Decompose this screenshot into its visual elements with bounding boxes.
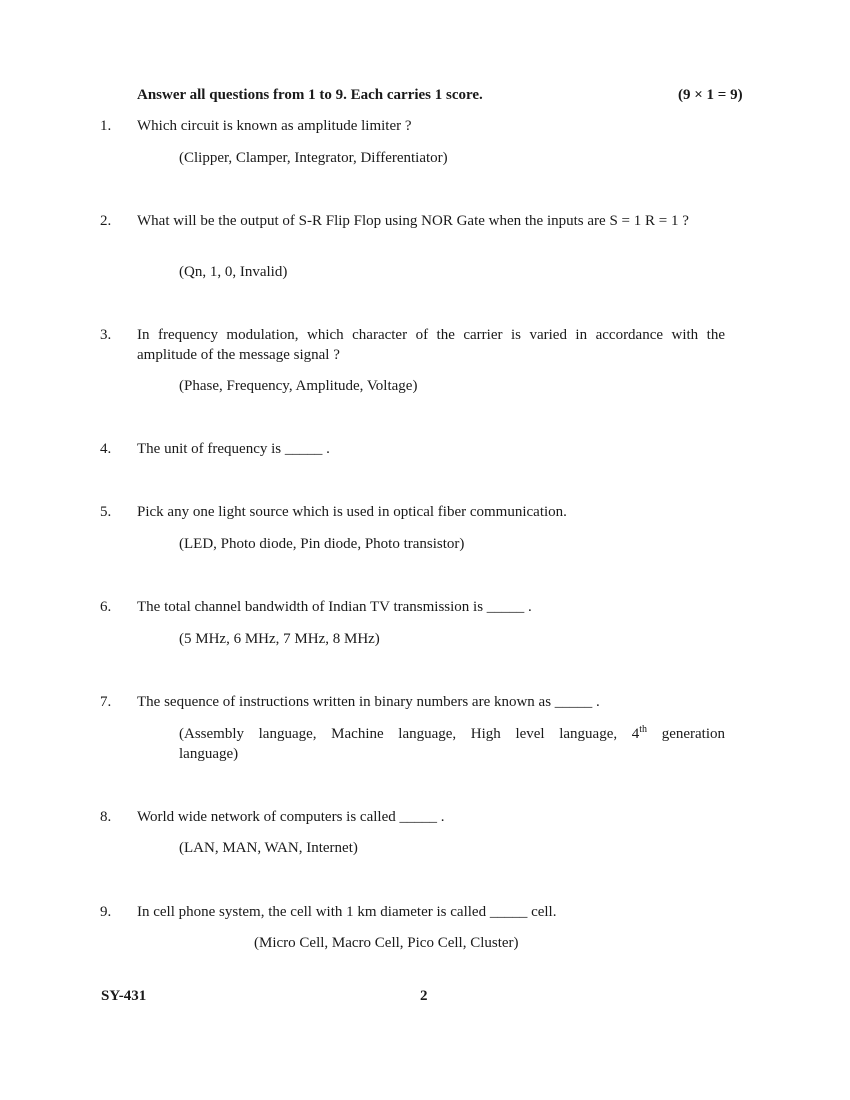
- question-options: (Micro Cell, Macro Cell, Pico Cell, Cluster): [254, 935, 519, 951]
- question-text: The total channel bandwidth of Indian TV transmission is _____ .: [137, 599, 532, 615]
- question-number: 2.: [100, 213, 112, 229]
- question-number: 3.: [100, 327, 112, 343]
- question-number: 5.: [100, 504, 112, 520]
- question-number: 6.: [100, 599, 112, 615]
- question-options: (LAN, MAN, WAN, Internet): [179, 840, 358, 856]
- ordinal-suffix: th: [639, 724, 648, 735]
- question-number: 4.: [100, 441, 112, 457]
- question-text: Pick any one light source which is used in optical fiber communication.: [137, 504, 567, 520]
- question-text: World wide network of computers is called _____ .: [137, 809, 445, 825]
- question-options: (Clipper, Clamper, Integrator, Differentiator): [179, 150, 448, 166]
- question-number: 8.: [100, 809, 112, 825]
- question-text: What will be the output of S-R Flip Flop using NOR Gate when the inputs are S = 1 R = 1 ?: [137, 213, 689, 229]
- question-text: In cell phone system, the cell with 1 km diameter is called _____ cell.: [137, 904, 557, 920]
- question-options-line1: (Assembly language, Machine language, High level language, 4: [179, 726, 640, 742]
- question-options: (LED, Photo diode, Pin diode, Photo transistor): [179, 536, 465, 552]
- section-instruction: Answer all questions from 1 to 9. Each carries 1 score.: [137, 87, 483, 103]
- question-options: [179, 724, 725, 764]
- score-summary: (9 × 1 = 9): [678, 87, 743, 103]
- question-options: (Qn, 1, 0, Invalid): [179, 264, 288, 280]
- question-text: The unit of frequency is _____ .: [137, 441, 330, 457]
- question-number: 9.: [100, 904, 112, 920]
- question-text: Which circuit is known as amplitude limiter ?: [137, 118, 412, 134]
- question-number: 1.: [100, 118, 112, 134]
- question-options: (Phase, Frequency, Amplitude, Voltage): [179, 378, 418, 394]
- paper-code: SY-431: [101, 988, 147, 1004]
- question-options: (5 MHz, 6 MHz, 7 MHz, 8 MHz): [179, 631, 380, 647]
- question-text: The sequence of instructions written in binary numbers are known as _____ .: [137, 694, 600, 710]
- page-number: 2: [420, 988, 428, 1004]
- question-options-line1-end: generation: [647, 726, 726, 742]
- question-text: In frequency modulation, which character of the carrier is varied in accordance with the amplitude of the message signal ?: [137, 327, 725, 363]
- question-number: 7.: [100, 694, 112, 710]
- question-options-line2: language): [179, 746, 239, 762]
